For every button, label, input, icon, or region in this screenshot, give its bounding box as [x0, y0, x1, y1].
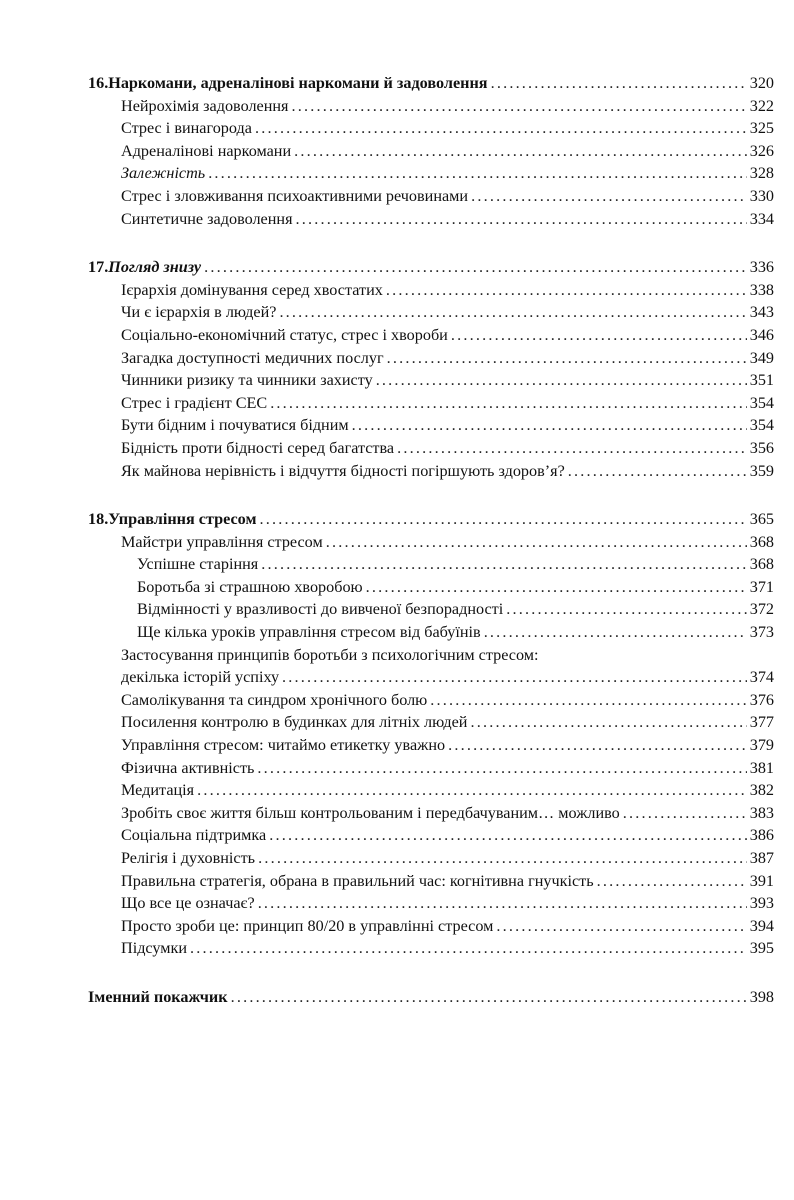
entry-title: Боротьба зі страшною хворобою — [137, 577, 363, 596]
toc-entry — [88, 117, 774, 140]
chapter-title: Управління стресом — [108, 510, 257, 529]
toc-entry — [88, 185, 774, 208]
page-number: 338 — [749, 280, 774, 299]
page-number: 372 — [749, 600, 774, 619]
toc-entry — [88, 689, 774, 712]
entry-title: Ієрархія домінування серед хвостатих — [121, 280, 383, 299]
page-number: 368 — [749, 555, 774, 574]
dot-leader — [397, 437, 747, 460]
page-number: 354 — [749, 393, 774, 412]
entry-title: Загадка доступності медичних послуг — [121, 348, 384, 367]
page-number: 322 — [749, 96, 774, 115]
dot-leader — [386, 279, 747, 302]
toc-entry — [88, 324, 774, 347]
dot-leader — [296, 208, 747, 231]
dot-leader — [282, 666, 747, 689]
toc-entry — [88, 437, 774, 460]
dot-leader — [197, 779, 747, 802]
dot-leader — [326, 531, 747, 554]
entry-title: Майстри управління стресом — [121, 532, 323, 551]
chapter-17 — [88, 256, 774, 482]
dot-leader — [597, 870, 747, 893]
page-number: 343 — [749, 303, 774, 322]
index-title: Іменний покажчик — [88, 987, 228, 1006]
entry-title: Посилення контролю в будинках для літніх людей — [121, 713, 468, 732]
dot-leader — [204, 256, 747, 279]
page-number: 349 — [749, 348, 774, 367]
dot-leader — [269, 824, 747, 847]
dot-leader — [190, 937, 747, 960]
page-number: 377 — [749, 713, 774, 732]
dot-leader — [258, 847, 747, 870]
chapter-title: Наркомани, адреналінові наркомани й задоволення — [108, 74, 488, 92]
entry-title: Що все це означає? — [121, 894, 255, 913]
page-number: 371 — [749, 577, 774, 596]
toc-entry — [88, 414, 774, 437]
dot-leader — [258, 892, 747, 915]
toc-entry — [88, 734, 774, 757]
toc-entry — [88, 531, 774, 554]
entry-title: Зробіть своє життя більш контрольованим і передбачуваним… можливо — [121, 803, 620, 822]
chapter-number: 18. — [88, 510, 109, 529]
entry-title: Відмінності у вразливості до вивченої безпорадності — [137, 600, 504, 619]
entry-title: Застосування принципів боротьби з психологічним стресом: — [121, 645, 539, 664]
chapter-16 — [88, 72, 774, 230]
entry-title: Залежність — [121, 164, 206, 183]
entry-title: Бідність проти бідності серед багатства — [121, 438, 395, 457]
dot-leader — [491, 72, 747, 95]
toc-entry — [88, 847, 774, 870]
dot-leader — [471, 185, 747, 208]
entry-title: Соціальна підтримка — [121, 826, 267, 845]
toc-subentry — [88, 553, 774, 576]
page-number: 351 — [749, 371, 774, 390]
page-number: 325 — [749, 119, 774, 138]
dot-leader — [292, 95, 747, 118]
dot-leader — [261, 553, 746, 576]
chapter-heading — [88, 256, 774, 279]
toc-entry — [88, 301, 774, 324]
page-number: 398 — [749, 987, 774, 1006]
entry-title: Стрес і градієнт СЕС — [121, 393, 268, 412]
page-number: 356 — [749, 438, 774, 457]
toc-entry — [88, 824, 774, 847]
entry-title: Як майнова нерівність і відчуття бідності погіршують здоров’я? — [121, 461, 565, 480]
entry-title: Адреналінові наркомани — [121, 141, 292, 160]
entry-title: Успішне старіння — [137, 555, 259, 574]
page-number: 383 — [749, 803, 774, 822]
chapter-title: Погляд знизу — [108, 258, 202, 277]
entry-title: Нейрохімія задоволення — [121, 96, 289, 115]
entry-title: Стрес і винагорода — [121, 119, 252, 138]
dot-leader — [260, 508, 747, 531]
dot-leader — [294, 140, 747, 163]
toc-entry — [88, 892, 774, 915]
toc-entry — [88, 870, 774, 893]
page-number: 365 — [749, 510, 774, 529]
page-number: 376 — [749, 690, 774, 709]
entry-title: Бути бідним і почуватися бідним — [121, 416, 349, 435]
dot-leader — [387, 347, 747, 370]
entry-title: Підсумки — [121, 939, 188, 958]
dot-leader — [270, 392, 747, 415]
toc-entry — [88, 369, 774, 392]
toc-entry — [88, 711, 774, 734]
page-number: 330 — [749, 186, 774, 205]
toc-entry — [88, 757, 774, 780]
toc-entry — [88, 392, 774, 415]
toc-entry — [88, 666, 774, 689]
page-number: 354 — [749, 416, 774, 435]
dot-leader — [568, 460, 747, 483]
toc-entry — [88, 162, 774, 185]
page-number: 328 — [749, 164, 774, 183]
toc-entry — [88, 779, 774, 802]
page-number: 326 — [749, 141, 774, 160]
dot-leader — [451, 324, 747, 347]
toc-entry — [88, 937, 774, 960]
toc-subentry — [88, 576, 774, 599]
page-number: 320 — [749, 74, 774, 92]
page-number: 395 — [749, 939, 774, 958]
dot-leader — [257, 757, 746, 780]
page-number: 393 — [749, 894, 774, 913]
toc-entry — [88, 140, 774, 163]
entry-title: Самолікування та синдром хронічного болю — [121, 690, 428, 709]
entry-title: Правильна стратегія, обрана в правильний час: когнітивна гнучкість — [121, 871, 594, 890]
chapter-number: 17. — [88, 258, 109, 277]
page-number: 368 — [749, 532, 774, 551]
page-number: 346 — [749, 325, 774, 344]
dot-leader — [366, 576, 747, 599]
dot-leader — [352, 414, 747, 437]
dot-leader — [255, 117, 747, 140]
dot-leader — [279, 301, 746, 324]
page-number: 382 — [749, 781, 774, 800]
dot-leader — [208, 162, 747, 185]
page-number: 381 — [749, 758, 774, 777]
page-number: 387 — [749, 849, 774, 867]
entry-title: Просто зроби це: принцип 80/20 в управлінні стресом — [121, 916, 494, 935]
toc-subentry — [88, 621, 774, 644]
page-number: 336 — [749, 258, 774, 277]
entry-title-continuation: декілька історій успіху — [121, 668, 280, 687]
page-number: 394 — [749, 916, 774, 935]
page-number: 391 — [749, 871, 774, 890]
toc-entry — [88, 802, 774, 825]
entry-title: Фізична активність — [121, 758, 255, 777]
entry-title: Ще кілька уроків управління стресом від бабуїнів — [137, 623, 481, 642]
entry-title: Управління стресом: читаймо етикетку уважно — [121, 736, 446, 755]
dot-leader — [448, 734, 747, 757]
chapter-18 — [88, 508, 774, 960]
page-number: 359 — [749, 461, 774, 480]
dot-leader — [231, 986, 747, 1009]
page-number: 334 — [749, 209, 774, 228]
table-of-contents — [88, 72, 774, 1035]
entry-title: Чинники ризику та чинники захисту — [121, 371, 373, 390]
page-number: 386 — [749, 826, 774, 845]
dot-leader — [506, 598, 746, 621]
index-section — [88, 986, 774, 1009]
toc-entry — [88, 95, 774, 118]
chapter-heading — [88, 72, 774, 95]
entry-title: Релігія і духовність — [121, 849, 256, 867]
toc-entry — [88, 347, 774, 370]
dot-leader — [496, 915, 746, 938]
toc-entry — [88, 208, 774, 231]
dot-leader — [623, 802, 747, 825]
dot-leader — [376, 369, 747, 392]
dot-leader — [470, 711, 746, 734]
toc-entry — [88, 279, 774, 302]
toc-subentry — [88, 598, 774, 621]
page-number: 374 — [749, 668, 774, 687]
page-number: 379 — [749, 736, 774, 755]
entry-title: Соціально-економічний статус, стрес і хвороби — [121, 325, 448, 344]
entry-title: Синтетичне задоволення — [121, 209, 293, 228]
entry-title: Чи є ієрархія в людей? — [121, 303, 277, 322]
toc-entry-first-line — [88, 644, 774, 667]
entry-title: Медитація — [121, 781, 195, 800]
entry-title: Стрес і зловживання психоактивними речовинами — [121, 186, 469, 205]
toc-entry — [88, 460, 774, 483]
page-number: 373 — [749, 623, 774, 642]
chapter-number: 16. — [88, 74, 109, 92]
chapter-heading — [88, 508, 774, 531]
dot-leader — [484, 621, 747, 644]
toc-entry — [88, 915, 774, 938]
index-entry — [88, 986, 774, 1009]
dot-leader — [430, 689, 746, 712]
